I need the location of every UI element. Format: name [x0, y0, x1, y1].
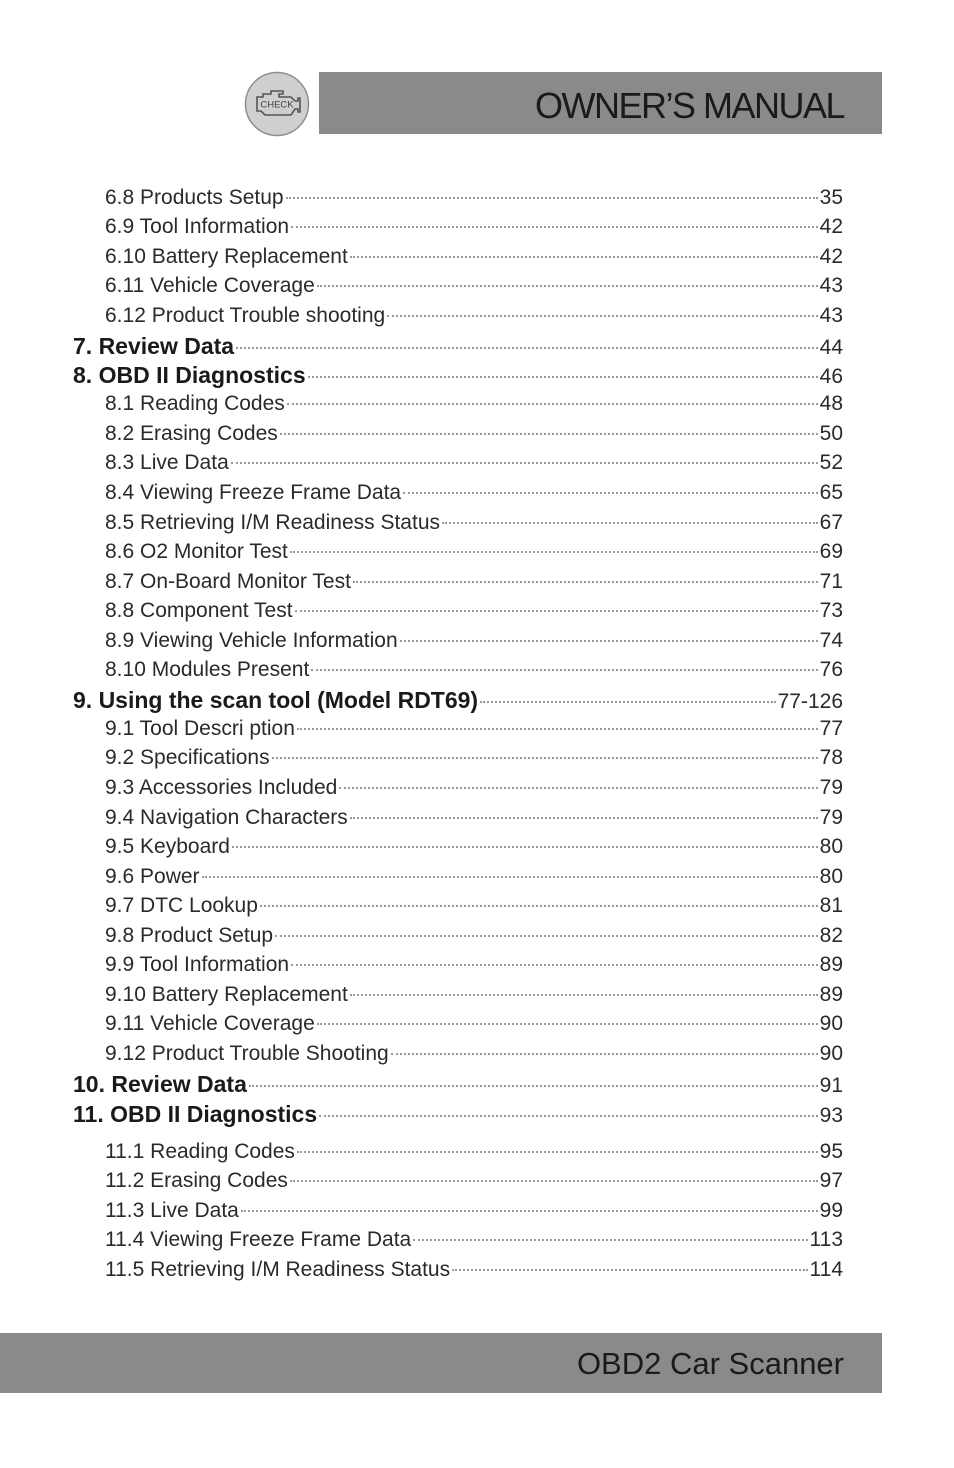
toc-dot-leader: [442, 522, 818, 524]
toc-dot-leader: [403, 492, 818, 494]
toc-entry-label: 11. OBD II Diagnostics: [73, 1101, 318, 1127]
toc-entry-label: 9.5 Keyboard: [105, 835, 230, 858]
toc-entry-page: 42: [819, 245, 843, 268]
toc-entry-page: 89: [819, 983, 843, 1006]
toc-subsection-entry: [105, 481, 843, 505]
toc-entry-label: 11.3 Live Data: [105, 1199, 239, 1222]
toc-entry-label: 9.3 Accessories Included: [105, 776, 338, 799]
toc-entry-label: 9.2 Specifications: [105, 746, 270, 769]
check-logo-text: CHECK: [260, 99, 294, 111]
toc-dot-leader: [291, 226, 818, 228]
toc-entry-page: 79: [819, 776, 843, 799]
toc-entry-label: 6.8 Products Setup: [105, 186, 284, 209]
toc-entry-page: 81: [819, 894, 843, 917]
toc-dot-leader: [317, 1023, 818, 1025]
toc-dot-leader: [280, 433, 818, 435]
toc-entry-label: 9.12 Product Trouble Shooting: [105, 1042, 389, 1065]
toc-subsection-entry: [105, 304, 843, 328]
toc-subsection-entry: [105, 186, 843, 210]
toc-subsection-entry: [105, 1169, 843, 1193]
toc-section-entry: [73, 687, 843, 714]
toc-entry-page: 99: [819, 1199, 843, 1222]
toc-subsection-entry: [105, 274, 843, 298]
toc-dot-leader: [391, 1053, 818, 1055]
toc-subsection-entry: [105, 746, 843, 770]
toc-entry-label: 8. OBD II Diagnostics: [73, 362, 306, 388]
toc-dot-leader: [311, 669, 817, 671]
toc-dot-leader: [350, 256, 818, 258]
toc-dot-leader: [413, 1239, 807, 1241]
toc-dot-leader: [317, 285, 818, 287]
toc-subsection-entry: [105, 658, 843, 682]
footer-band: [0, 1333, 882, 1393]
toc-entry-page: 97: [819, 1169, 843, 1192]
toc-subsection-entry: [105, 983, 843, 1007]
toc-entry-page: 90: [819, 1042, 843, 1065]
toc-subsection-entry: [105, 835, 843, 859]
toc-dot-leader: [308, 376, 818, 378]
toc-subsection-entry: [105, 629, 843, 653]
toc-entry-label: 8.6 O2 Monitor Test: [105, 540, 288, 563]
toc-entry-page: 76: [819, 658, 843, 681]
toc-subsection-entry: [105, 570, 843, 594]
toc-section-entry: [73, 333, 843, 360]
toc-section-entry: [73, 1101, 843, 1128]
toc-dot-leader: [297, 728, 818, 730]
toc-section-entry: [73, 362, 843, 389]
toc-entry-page: 95: [819, 1140, 843, 1163]
toc-entry-label: 9.7 DTC Lookup: [105, 894, 258, 917]
toc-subsection-entry: [105, 894, 843, 918]
toc-entry-page: 44: [819, 336, 843, 359]
toc-entry-page: 80: [819, 865, 843, 888]
toc-entry-page: 73: [819, 599, 843, 622]
toc-subsection-entry: [105, 1258, 843, 1282]
toc-dot-leader: [202, 876, 818, 878]
toc-dot-leader: [350, 994, 818, 996]
toc-entry-page: 89: [819, 953, 843, 976]
toc-dot-leader: [241, 1210, 818, 1212]
toc-dot-leader: [319, 1115, 818, 1117]
toc-dot-leader: [353, 581, 818, 583]
toc-dot-leader: [260, 905, 818, 907]
toc-subsection-entry: [105, 451, 843, 475]
toc-entry-page: 80: [819, 835, 843, 858]
toc-dot-leader: [387, 315, 817, 317]
toc-subsection-entry: [105, 776, 843, 800]
toc-entry-page: 74: [819, 629, 843, 652]
toc-entry-label: 9.4 Navigation Characters: [105, 806, 348, 829]
toc-entry-page: 65: [819, 481, 843, 504]
toc-entry-label: 8.2 Erasing Codes: [105, 422, 278, 445]
toc-dot-leader: [286, 197, 818, 199]
toc-entry-page: 77: [819, 717, 843, 740]
toc-entry-page: 79: [819, 806, 843, 829]
toc-entry-label: 11.1 Reading Codes: [105, 1140, 295, 1163]
toc-entry-page: 42: [819, 215, 843, 238]
toc-entry-label: 9.1 Tool Descri ption: [105, 717, 295, 740]
toc-dot-leader: [290, 551, 818, 553]
toc-subsection-entry: [105, 422, 843, 446]
toc-entry-page: 43: [819, 274, 843, 297]
toc-subsection-entry: [105, 215, 843, 239]
toc-entry-label: 8.4 Viewing Freeze Frame Data: [105, 481, 402, 504]
toc-entry-page: 113: [809, 1228, 843, 1251]
toc-dot-leader: [236, 347, 818, 349]
toc-entry-label: 6.11 Vehicle Coverage: [105, 274, 315, 297]
toc-subsection-entry: [105, 540, 843, 564]
toc-entry-label: 8.3 Live Data: [105, 451, 229, 474]
toc-entry-label: 6.12 Product Trouble shooting: [105, 304, 386, 327]
toc-subsection-entry: [105, 511, 843, 535]
toc-entry-page: 52: [819, 451, 843, 474]
toc-entry-label: 8.8 Component Test: [105, 599, 293, 622]
toc-section-entry: [73, 1071, 843, 1098]
toc-dot-leader: [452, 1269, 807, 1271]
page-title: OWNER’S MANUAL: [534, 85, 844, 126]
toc-subsection-entry: [105, 806, 843, 830]
toc-dot-leader: [275, 935, 818, 937]
toc-entry-label: 11.4 Viewing Freeze Frame Data: [105, 1228, 412, 1251]
toc-entry-label: 6.9 Tool Information: [105, 215, 290, 238]
toc-entry-page: 91: [819, 1074, 843, 1097]
toc-entry-label: 11.2 Erasing Codes: [105, 1169, 288, 1192]
toc-entry-page: 69: [819, 540, 843, 563]
toc-entry-label: 8.7 On-Board Monitor Test: [105, 570, 351, 593]
toc-entry-page: 43: [819, 304, 843, 327]
toc-entry-label: 9.9 Tool Information: [105, 953, 290, 976]
toc-entry-page: 67: [819, 511, 843, 534]
toc-entry-label: 10. Review Data: [73, 1071, 247, 1097]
toc-dot-leader: [291, 964, 818, 966]
toc-entry-page: 93: [819, 1104, 843, 1127]
toc-subsection-entry: [105, 717, 843, 741]
toc-subsection-entry: [105, 1012, 843, 1036]
toc-entry-page: 114: [809, 1258, 843, 1281]
toc-entry-page: 82: [819, 924, 843, 947]
toc-entry-label: 9.6 Power: [105, 865, 200, 888]
toc-entry-page: 48: [819, 392, 843, 415]
toc-subsection-entry: [105, 1042, 843, 1066]
toc-subsection-entry: [105, 599, 843, 623]
toc-entry-page: 90: [819, 1012, 843, 1035]
toc-subsection-entry: [105, 245, 843, 269]
toc-entry-label: 9.8 Product Setup: [105, 924, 274, 947]
toc-dot-leader: [290, 1180, 818, 1182]
toc-dot-leader: [350, 817, 818, 819]
toc-entry-label: 11.5 Retrieving I/M Readiness Status: [105, 1258, 451, 1281]
toc-subsection-entry: [105, 1199, 843, 1223]
footer-title: OBD2 Car Scanner: [576, 1346, 844, 1381]
toc-entry-page: 71: [819, 570, 843, 593]
toc-entry-page: 46: [819, 365, 843, 388]
toc-entry-label: 9. Using the scan tool (Model RDT69): [73, 687, 479, 713]
toc-dot-leader: [339, 787, 817, 789]
toc-subsection-entry: [105, 1140, 843, 1164]
toc-entry-page: 77-126: [777, 690, 843, 713]
toc-dot-leader: [231, 462, 818, 464]
toc-dot-leader: [297, 1151, 818, 1153]
toc-dot-leader: [295, 610, 818, 612]
toc-entry-page: 50: [819, 422, 843, 445]
toc-entry-label: 8.10 Modules Present: [105, 658, 310, 681]
toc-dot-leader: [272, 757, 818, 759]
toc-entry-label: 7. Review Data: [73, 333, 235, 359]
toc-entry-label: 8.1 Reading Codes: [105, 392, 285, 415]
toc-entry-label: 9.10 Battery Replacement: [105, 983, 348, 1006]
toc-dot-leader: [232, 846, 818, 848]
toc-entry-label: 9.11 Vehicle Coverage: [105, 1012, 315, 1035]
toc-dot-leader: [287, 403, 818, 405]
toc-entry-page: 35: [819, 186, 843, 209]
toc-entry-label: 6.10 Battery Replacement: [105, 245, 348, 268]
toc-subsection-entry: [105, 953, 843, 977]
toc-entry-label: 8.5 Retrieving I/M Readiness Status: [105, 511, 440, 534]
toc-dot-leader: [480, 701, 776, 703]
toc-subsection-entry: [105, 392, 843, 416]
toc-subsection-entry: [105, 865, 843, 889]
toc-dot-leader: [249, 1085, 818, 1087]
toc-entry-label: 8.9 Viewing Vehicle Information: [105, 629, 398, 652]
toc-dot-leader: [400, 640, 818, 642]
toc-subsection-entry: [105, 924, 843, 948]
toc-subsection-entry: [105, 1228, 843, 1252]
toc-entry-page: 78: [819, 746, 843, 769]
